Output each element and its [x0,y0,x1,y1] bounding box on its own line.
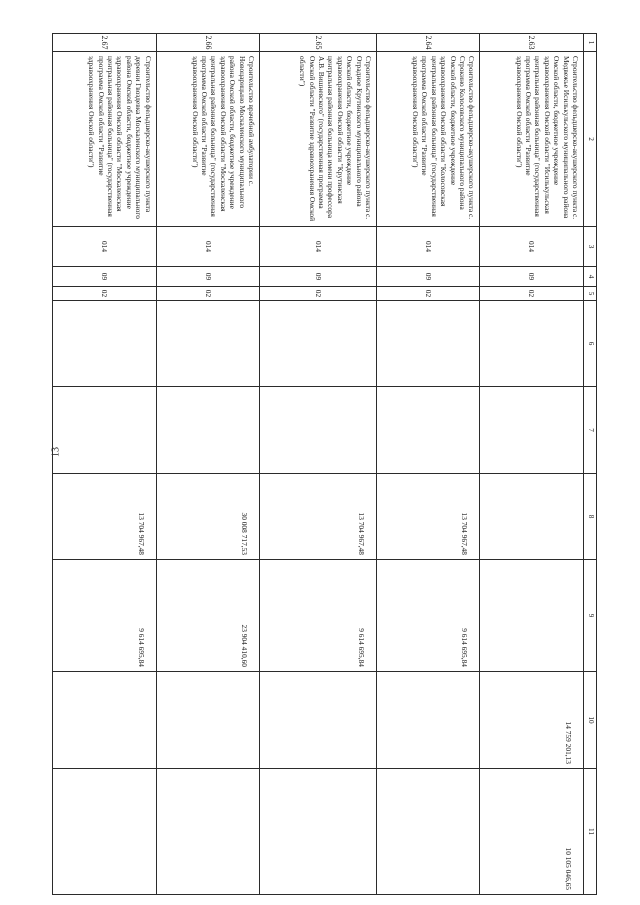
code-cell: 09 [376,267,480,287]
column-header: 10 [584,672,597,769]
value-cell [156,672,260,769]
column-header: 3 [584,227,597,267]
row-number: 2.64 [376,34,480,52]
value-cell: 13 704 967,48 [260,474,377,560]
column-header: 9 [584,560,597,672]
value-cell: 30 008 717,53 [156,474,260,560]
table-row [376,34,480,895]
row-number: 2.63 [480,34,584,52]
column-header: 5 [584,287,597,301]
value-cell [156,301,260,387]
value-cell [480,387,584,474]
column-header: 6 [584,301,597,387]
code-cell: 014 [376,227,480,267]
table-row [480,34,584,895]
code-cell: 02 [376,287,480,301]
row-number: 2.67 [53,34,157,52]
column-header: 7 [584,387,597,474]
value-cell: 14 759 201,13 [480,672,584,769]
rotated-table-wrapper [52,33,597,894]
header-row [584,34,597,895]
value-cell: 9 614 695,84 [53,560,157,672]
value-cell [53,769,157,895]
object-name: Строительство фельдшерско-акушерского пункта деревни Гвоздевка Москаленского муниципального района Омской области, бюджетное учреждение здравоохранения Омской области "Москаленская центральная районная больница" (государственная программа Омской области "Развитие здравоохранения Омской области") [53,52,157,227]
code-cell: 09 [156,267,260,287]
value-cell [260,387,377,474]
value-cell [376,769,480,895]
value-cell [480,474,584,560]
value-cell [376,672,480,769]
table-row [53,34,157,895]
column-header: 11 [584,769,597,895]
value-cell [376,387,480,474]
code-cell: 09 [480,267,584,287]
column-header: 2 [584,52,597,227]
value-cell [53,672,157,769]
value-cell [156,769,260,895]
value-cell: 10 105 046,65 [480,769,584,895]
value-cell [260,301,377,387]
table-row [260,34,377,895]
code-cell: 09 [260,267,377,287]
value-cell: 23 904 410,60 [156,560,260,672]
value-cell [480,560,584,672]
row-number: 2.65 [260,34,377,52]
value-cell [260,769,377,895]
row-number: 2.66 [156,34,260,52]
value-cell: 13 704 967,48 [53,474,157,560]
value-cell: 13 704 967,48 [376,474,480,560]
object-name: Строительство фельдшерско-акушерского пункта с. Строкино Колосовского муниципального района Омской области, бюджетное учреждение здравоохранения Омской области "Колосовская центральная районная больница" (государственная программа Омской области "Развитие здравоохранения Омской области") [376,52,480,227]
column-header: 8 [584,474,597,560]
value-cell: 9 614 695,84 [376,560,480,672]
column-header: 4 [584,267,597,287]
value-cell [53,301,157,387]
value-cell [260,672,377,769]
code-cell: 02 [260,287,377,301]
code-cell: 014 [53,227,157,267]
code-cell: 014 [260,227,377,267]
code-cell: 02 [53,287,157,301]
code-cell: 02 [480,287,584,301]
column-header: 1 [584,34,597,52]
value-cell: 9 614 695,84 [260,560,377,672]
object-name: Строительство фельдшерско-акушерского пункта с. Медвежье Исилькульского муниципального района Омской области, бюджетное учреждение здравоохранения Омской области "Исилькульская центральная районная больница" (государственная программа Омской области "Развитие здравоохранения Омской области") [480,52,584,227]
table-row [156,34,260,895]
code-cell: 09 [53,267,157,287]
object-name: Строительство врачебной амбулатории с. Новоцарицыно Москаленского муниципального района Омской области, бюджетное учреждение здравоохранения Омской области "Москаленская центральная районная больница" (государственная программа Омской области "Развитие здравоохранения Омской области") [156,52,260,227]
value-cell [376,301,480,387]
code-cell: 02 [156,287,260,301]
value-cell [156,387,260,474]
page-number: 13 [50,447,62,457]
budget-table [52,33,597,895]
code-cell: 014 [156,227,260,267]
object-name: Строительство фельдшерско-акушерского пункта с. Отрадное Крутинского муниципального района Омской области, бюджетное учреждение здравоохранения Омской области "Крутинская центральная районная больница имени профессора А.В. Вишневского" (государственная программа Омской области "Развитие здравоохранения Омской области") [260,52,377,227]
value-cell [480,301,584,387]
code-cell: 014 [480,227,584,267]
value-cell [50,387,157,474]
